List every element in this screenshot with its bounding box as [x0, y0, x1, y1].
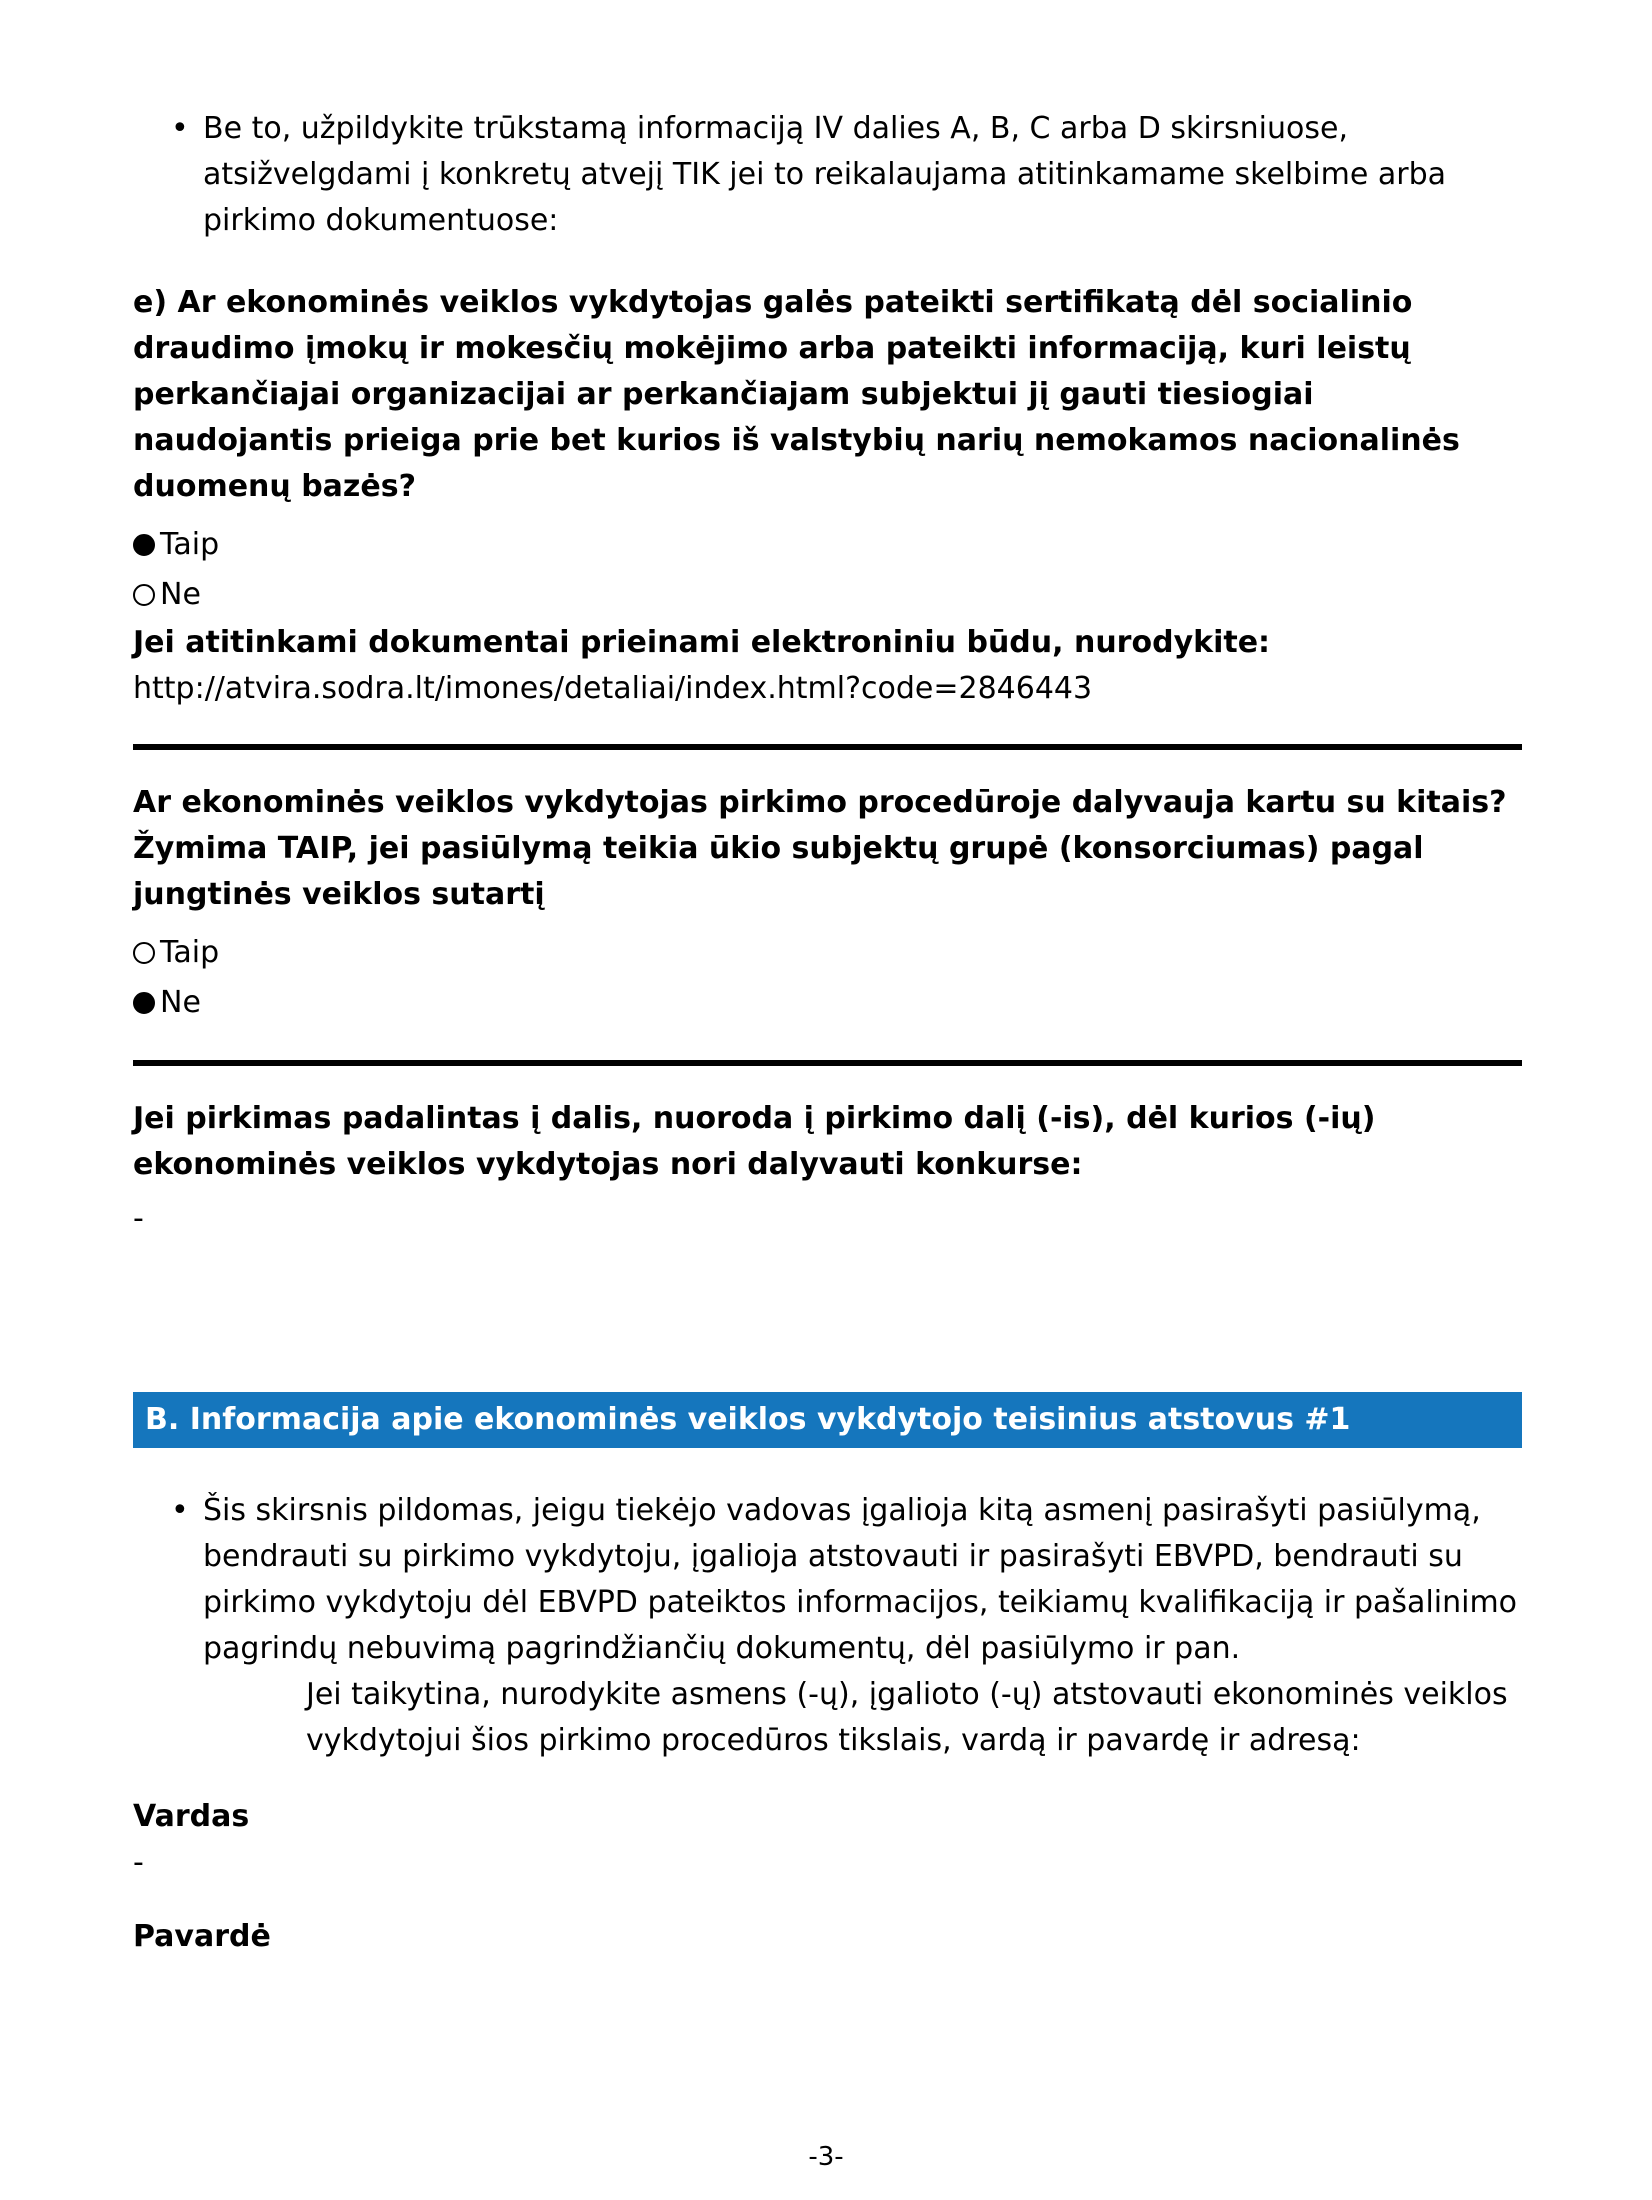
- intro-note-text: Be to, užpildykite trūkstamą informaciją IV dalies A, B, C arba D skirsniuose, atsižvelgdami į konkretų atvejį TIK jei to reikalaujama atitinkamame skelbime arba pirkimo dokumentuose:: [203, 111, 1446, 238]
- section-b-note-text: Šis skirsnis pildomas, jeigu tiekėjo vadovas įgalioja kitą asmenį pasirašyti pasiūlymą, bendrauti su pirkimo vykdytoju, įgalioja atstovauti ir pasirašyti EBVPD, bendrauti su pirkimo vykdytoju dėl EBVPD pateiktos informacijos, teikiamų kvalifikaciją ir pašalinimo pagrindų nebuvimą pagrindžiančių dokumentų, dėl pasiūlymo ir pan.: [203, 1493, 1518, 1666]
- docs-url: http://atvira.sodra.lt/imones/detaliai/index.html?code=2846443: [133, 671, 1093, 706]
- docs-available-label: Jei atitinkami dokumentai prieinami elektroniniu būdu, nurodykite:: [133, 625, 1271, 660]
- radio-option-ne[interactable]: [133, 978, 1522, 1028]
- radio-icon: [133, 584, 155, 606]
- section-b-instruction: Jei taikytina, nurodykite asmens (-ų), įgalioto (-ų) atstovauti ekonominės veiklos vykdytojui šios pirkimo procedūros tikslais, vardą ir pavardę ir adresą:: [306, 1677, 1508, 1758]
- radio-label: Taip: [160, 935, 220, 970]
- radio-icon: [133, 534, 155, 556]
- question-lots-block: [133, 1096, 1522, 1242]
- question-e-text: e) Ar ekonominės veiklos vykdytojas galės pateikti sertifikatą dėl socialinio draudimo įmokų ir mokesčių mokėjimo arba pateikti informaciją, kuri leistų perkančiajai organizacijai ar perkančiajam subjektui jį gauti tiesiogiai naudojantis prieiga prie bet kurios iš valstybių narių nemokamos nacionalinės duomenų bazės?: [133, 285, 1460, 504]
- question-group-block: [133, 780, 1522, 1028]
- radio-icon: [133, 992, 155, 1014]
- question-group-text: Ar ekonominės veiklos vykdytojas pirkimo procedūroje dalyvauja kartu su kitais? Žymima TAIP, jei pasiūlymą teikia ūkio subjektų grupė (konsorciumas) pagal jungtinės veiklos sutartį: [133, 785, 1507, 912]
- section-divider: [133, 744, 1522, 750]
- intro-note: [133, 106, 1522, 244]
- radio-label: Ne: [160, 577, 201, 612]
- page-number: -3-: [808, 2142, 844, 2172]
- radio-icon: [133, 942, 155, 964]
- section-divider: [133, 1060, 1522, 1066]
- section-b-title: B. Informacija apie ekonominės veiklos vykdytojo teisinius atstovus #1: [145, 1402, 1351, 1437]
- field-vardas-value: -: [133, 1845, 144, 1880]
- section-b-note: [133, 1488, 1522, 1672]
- bullet-icon: •: [171, 1493, 189, 1528]
- question-lots-value: -: [133, 1201, 144, 1236]
- bullet-icon: •: [171, 111, 189, 146]
- radio-option-ne[interactable]: [133, 570, 1522, 620]
- radio-option-taip[interactable]: [133, 520, 1522, 570]
- radio-label: Taip: [160, 527, 220, 562]
- question-e-block: [133, 280, 1522, 712]
- field-pavarde-label: Pavardė: [133, 1919, 271, 1954]
- section-b-header: [133, 1392, 1522, 1448]
- field-vardas-label: Vardas: [133, 1799, 250, 1834]
- question-lots-text: Jei pirkimas padalintas į dalis, nuoroda į pirkimo dalį (-is), dėl kurios (-ių) ekonominės veiklos vykdytojas nori dalyvauti konkurse:: [133, 1101, 1376, 1182]
- radio-label: Ne: [160, 985, 201, 1020]
- radio-option-taip[interactable]: [133, 928, 1522, 978]
